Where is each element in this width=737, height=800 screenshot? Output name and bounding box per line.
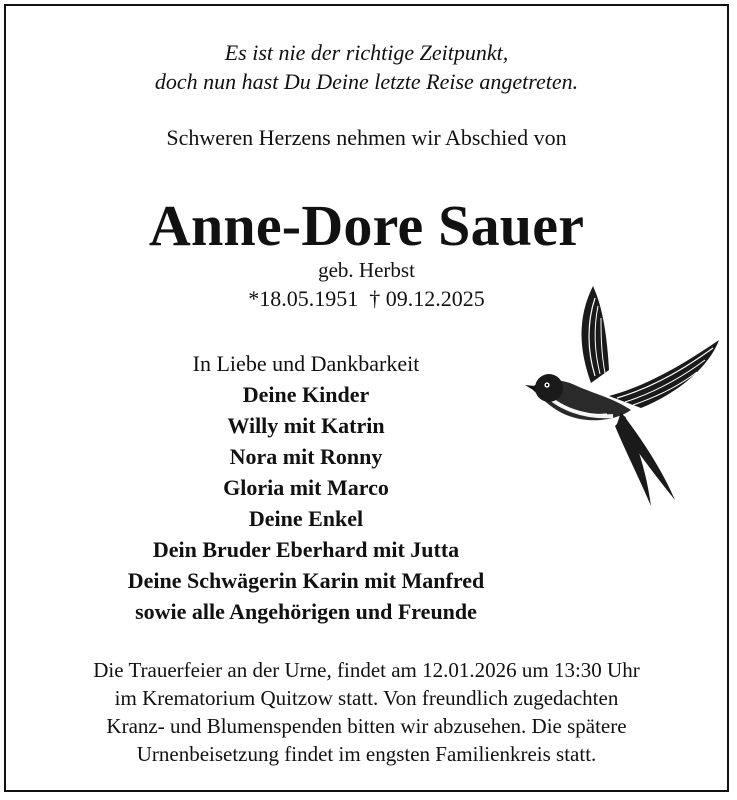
quote-line-2: doch nun hast Du Deine letzte Reise angetreten.	[154, 69, 579, 94]
opening-quote	[6, 38, 727, 96]
mourner-line: Dein Bruder Eberhard mit Jutta	[152, 537, 460, 562]
mourner-line: Willy mit Katrin	[227, 413, 385, 438]
mourner-line: Gloria mit Marco	[223, 475, 389, 500]
obituary-notice	[4, 4, 729, 792]
footer-line: im Krematorium Quitzow statt. Von freundlich zugedachten	[114, 686, 619, 710]
footer-line: Urnenbeisetzung findet im engsten Familienkreis statt.	[136, 742, 597, 766]
swallow-bird-illustration	[521, 278, 726, 513]
mourner-line: Deine Enkel	[248, 506, 364, 531]
mourner-line: Deine Kinder	[242, 382, 370, 407]
quote-line-1: Es ist nie der richtige Zeitpunkt,	[224, 40, 509, 65]
birth-name: geb. Herbst	[318, 258, 415, 282]
birth-date: *18.05.1951	[248, 286, 359, 311]
mourners-list	[76, 348, 536, 627]
footer-line: Die Trauerfeier an der Urne, findet am 12.01.2026 um 13:30 Uhr	[93, 658, 640, 682]
mourner-line: In Liebe und Dankbarkeit	[192, 351, 420, 376]
mourner-line: Deine Schwägerin Karin mit Manfred	[127, 568, 485, 593]
death-date: † 09.12.2025	[369, 286, 485, 311]
footer-line: Kranz- und Blumenspenden bitten wir abzusehen. Die spätere	[106, 714, 627, 738]
deceased-name: Anne-Dore Sauer	[148, 193, 585, 258]
mourner-line: Nora mit Ronny	[229, 444, 383, 469]
mourner-line: sowie alle Angehörigen und Freunde	[135, 599, 477, 624]
intro-text: Schweren Herzens nehmen wir Abschied von	[166, 125, 567, 150]
ceremony-details	[6, 656, 727, 768]
